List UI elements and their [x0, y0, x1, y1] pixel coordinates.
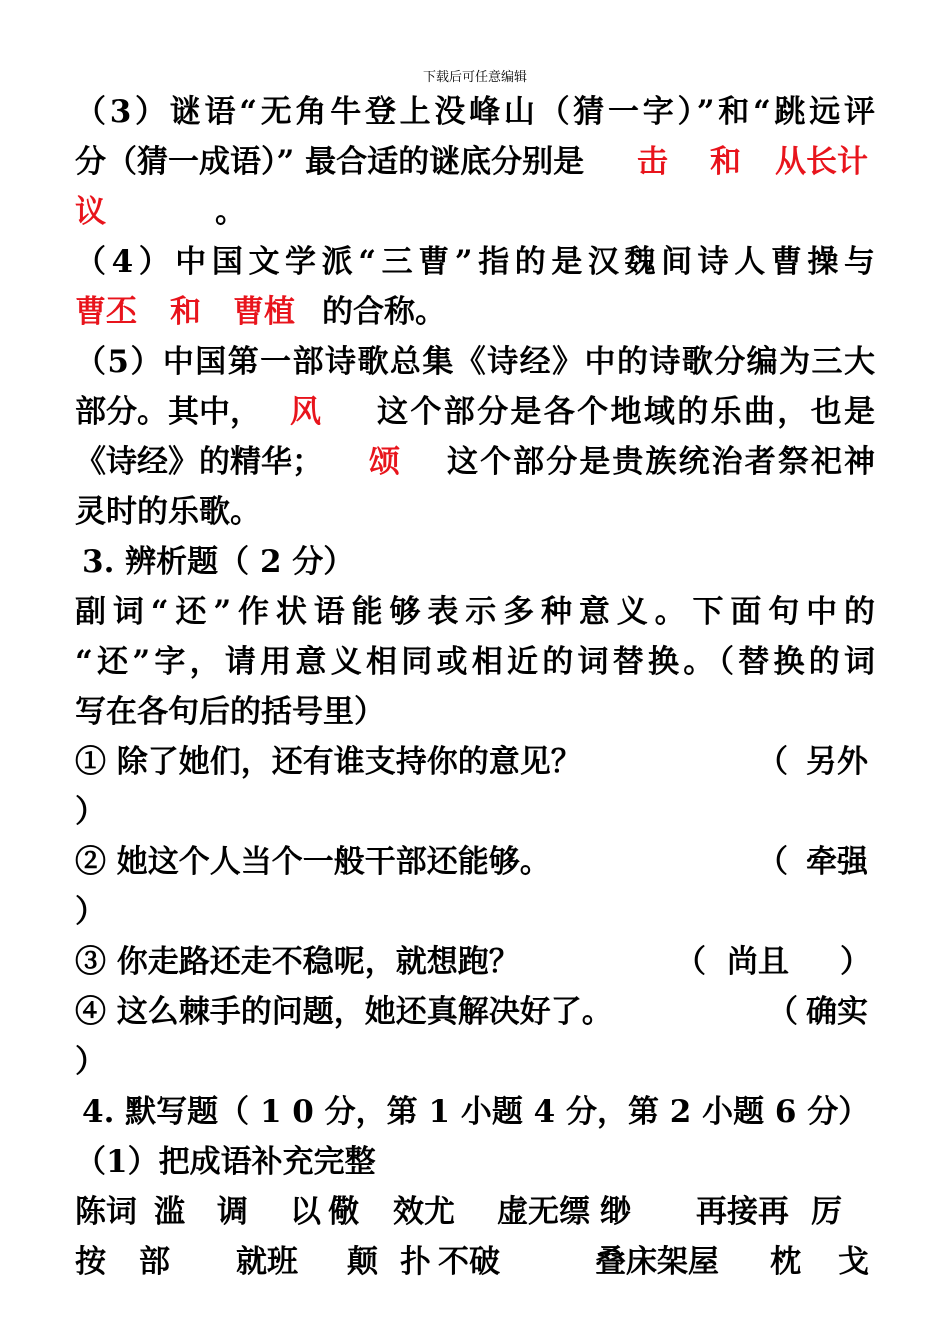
item-1-text: ① 除了她们，还有谁支持你的意见？	[75, 744, 582, 780]
section4-sub1: （1）把成语补充完整	[75, 1144, 376, 1180]
idiom-6c: 不破	[438, 1244, 500, 1280]
idiom-5b: 部	[139, 1244, 170, 1280]
item-3-open: （	[675, 944, 706, 980]
q5-line3-prefix: 《诗经》的精华；	[75, 444, 323, 480]
q5-line2-suffix: 这个部分是各个地域的乐曲，也是	[377, 394, 875, 430]
q3-prefix: 分（猜一成语）” 最合适的谜底分别是	[75, 144, 585, 180]
idiom-5c: 就班	[236, 1244, 298, 1280]
item-1-open: （	[757, 744, 788, 780]
item-1-close: ）	[75, 794, 106, 830]
idiom-8b: 戈	[838, 1244, 869, 1280]
q4-suffix: 的合称。	[322, 294, 446, 330]
q5-line2	[75, 387, 875, 437]
item-2	[75, 837, 875, 887]
item-2-answer: 牵强	[806, 844, 868, 880]
q5-line4: 灵时的乐歌。	[75, 494, 261, 530]
idiom-6a: 颠	[347, 1244, 378, 1280]
item-4	[75, 987, 875, 1037]
q3-answer-1: 击	[637, 144, 668, 180]
idiom-1a: 陈词	[75, 1194, 137, 1230]
q5-answer-2: 颂	[369, 444, 400, 480]
idiom-row-1	[75, 1187, 875, 1237]
item-3-close: ）	[840, 944, 871, 980]
item-3	[75, 937, 875, 987]
idiom-6b: 扑	[400, 1244, 431, 1280]
q3-line2	[75, 137, 875, 187]
item-4-close: ）	[75, 1044, 106, 1080]
section3-intro-3: 写在各句后的括号里）	[75, 694, 385, 730]
idiom-row-2	[75, 1237, 875, 1287]
q3-end: 。	[215, 194, 246, 230]
item-4-answer: 确实	[806, 994, 868, 1030]
item-1-answer: 另外	[806, 744, 868, 780]
q4-and: 和	[170, 294, 201, 330]
q3-answer-2a: 和	[710, 144, 741, 180]
idiom-7: 叠床架屋	[595, 1244, 719, 1280]
item-2-close: ）	[75, 894, 106, 930]
item-4-text: ④ 这么棘手的问题，她还真解决好了。	[75, 994, 613, 1030]
item-3-answer: 尚且	[727, 944, 789, 980]
idiom-5a: 按	[75, 1244, 106, 1280]
q5-line2-prefix: 部分。其中，	[75, 394, 261, 430]
q3-line3	[75, 187, 875, 237]
section3-intro-1: 副词“还”作状语能够表示多种意义。下面句中的	[75, 594, 875, 630]
item-4-open: （	[767, 994, 798, 1030]
item-2-open: （	[757, 844, 788, 880]
section3-title: 3. 辨析题（ 2 分）	[82, 544, 355, 580]
idiom-2b: 儆	[328, 1194, 359, 1230]
q5-line3	[75, 437, 875, 487]
section4-title: 4. 默写题（ 1 0 分，第 1 小题 4 分，第 2 小题 6 分）	[82, 1094, 870, 1130]
item-1	[75, 737, 875, 787]
q5-answer-1: 风	[290, 394, 321, 430]
item-2-text: ② 她这个人当个一般干部还能够。	[75, 844, 551, 880]
section3-intro-2: “还”字，请用意义相同或相近的词替换。（替换的词	[75, 644, 875, 680]
idiom-2c: 效尤	[393, 1194, 455, 1230]
idiom-3a: 虚无缥	[497, 1194, 590, 1230]
q3-line1: （3）谜语“无角牛登上没峰山（猜一字）”和“跳远评	[75, 94, 875, 130]
q4-answer-1: 曹丕	[75, 294, 137, 330]
idiom-2a: 以	[290, 1194, 321, 1230]
q4-answer-2: 曹植	[233, 294, 295, 330]
idiom-1b: 滥	[154, 1194, 185, 1230]
q3-answer-2c: 议	[75, 194, 106, 230]
idiom-4a: 再接再	[696, 1194, 789, 1230]
idiom-3b: 缈	[600, 1194, 631, 1230]
page-header: 下载后可任意编辑	[422, 70, 527, 85]
idiom-8a: 枕	[770, 1244, 801, 1280]
idiom-4b: 厉	[811, 1194, 842, 1230]
idiom-1c: 调	[217, 1194, 248, 1230]
q4-line1: （4）中国文学派“三曹”指的是汉魏间诗人曹操与	[75, 244, 875, 280]
q5-line1: （5）中国第一部诗歌总集《诗经》中的诗歌分编为三大	[75, 344, 875, 380]
q3-answer-2b: 从长计	[775, 144, 868, 180]
q4-line2	[75, 287, 875, 337]
q5-line3-suffix: 这个部分是贵族统治者祭祀神	[447, 444, 875, 480]
item-3-text: ③ 你走路还走不稳呢，就想跑？	[75, 944, 520, 980]
